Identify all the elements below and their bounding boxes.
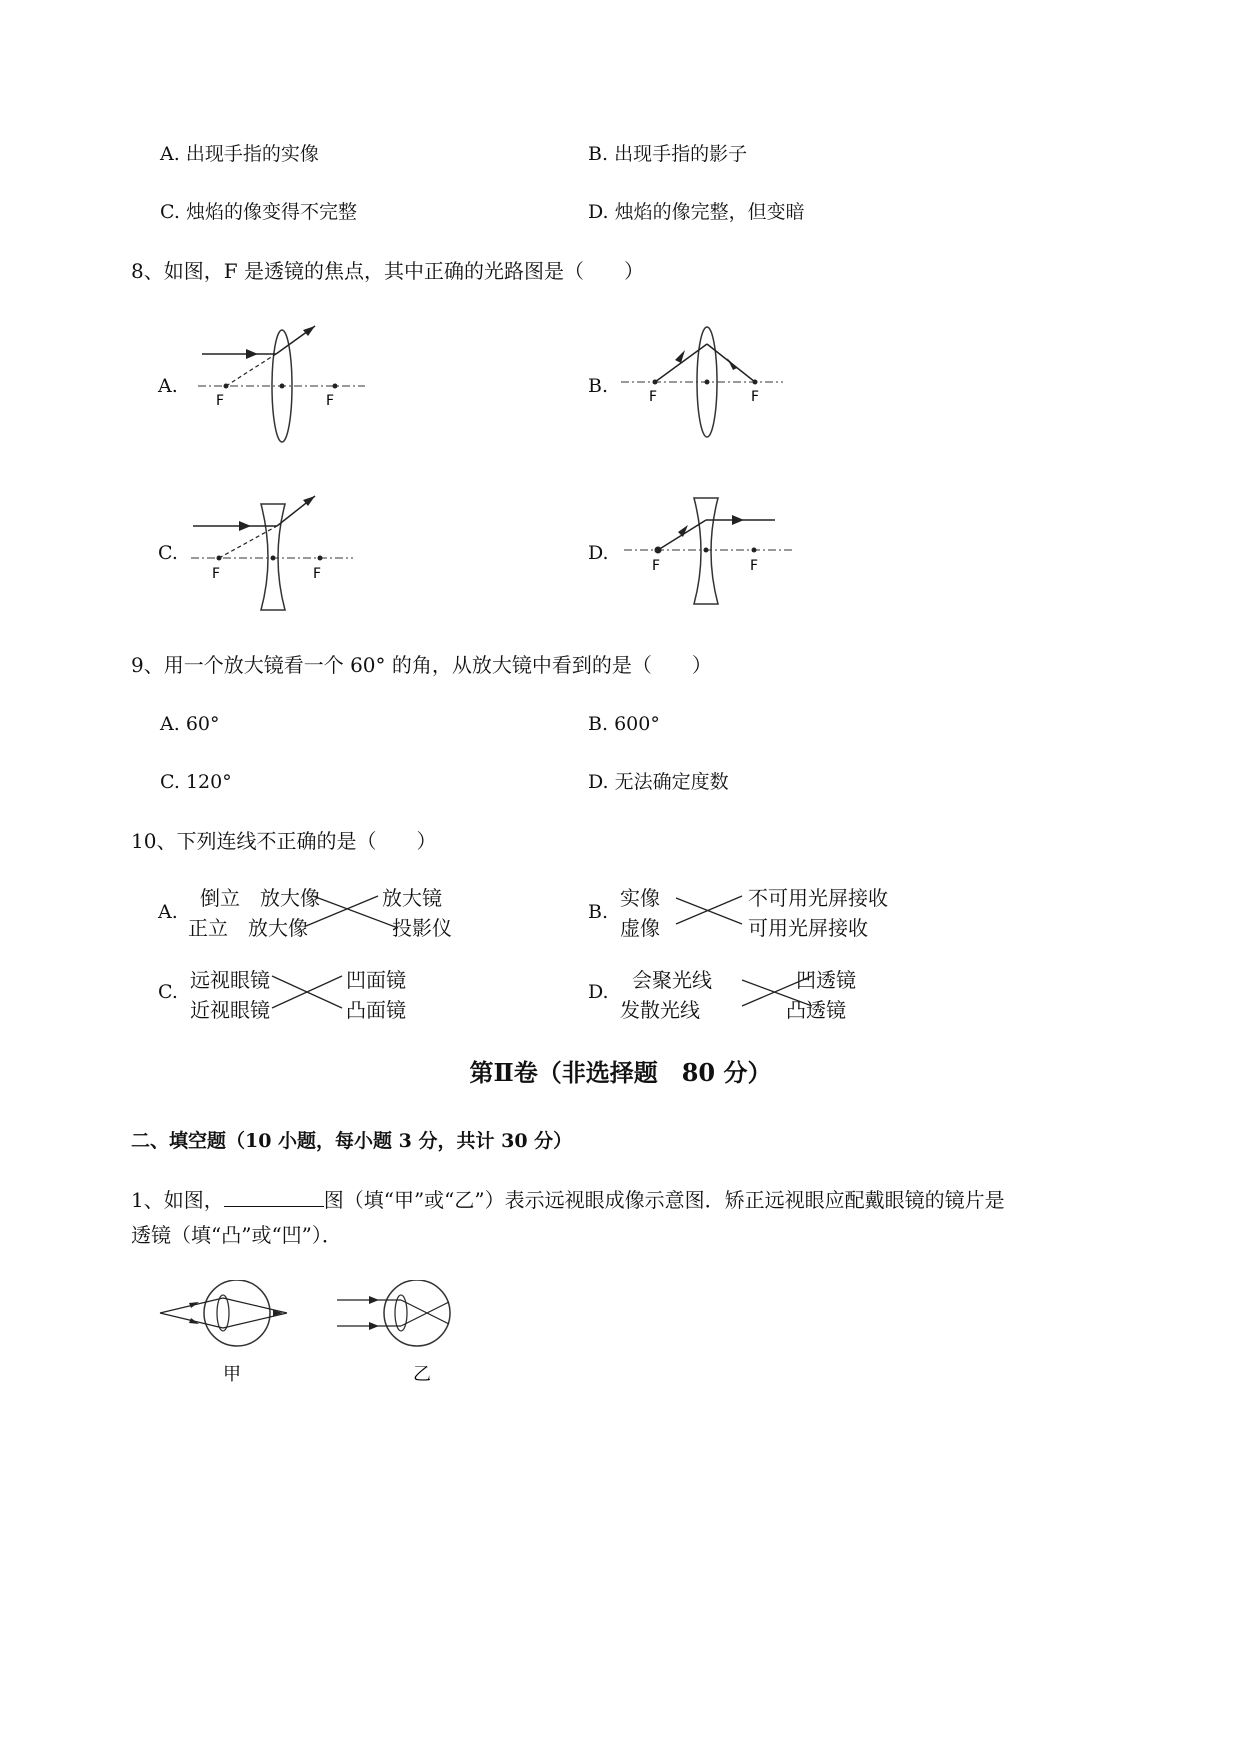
eye-diagrams [155, 1280, 455, 1390]
q9-option-c: C. 120° [160, 771, 232, 793]
fill1-suffix: 图（填“甲”或“乙”）表示远视眼成像示意图．矫正远视眼应配戴眼镜的镜片是 [323, 1188, 1005, 1212]
q10-label-d: D. [588, 981, 609, 1003]
q9-option-d: D. 无法确定度数 [588, 771, 729, 793]
left-item: 虚像 [620, 916, 660, 940]
section-heading: 二、填空题（10 小题，每小题 3 分，共计 30 分） [131, 1130, 573, 1152]
focus-label: F [652, 558, 661, 574]
q9-option-b: B. 600° [588, 713, 660, 735]
q8-label-a: A. [158, 375, 178, 397]
answer-blank[interactable] [224, 1186, 324, 1207]
right-item: 不可用光屏接收 [748, 886, 888, 910]
right-item: 凸面镜 [346, 998, 406, 1022]
q8-label-b: B. [588, 375, 609, 397]
q10-label-a: A. [158, 901, 178, 923]
right-item: 凹面镜 [346, 968, 406, 992]
right-item: 凹透镜 [796, 968, 856, 992]
focus-label: F [313, 566, 322, 582]
focus-label: F [326, 393, 335, 409]
q9-stem: 9、用一个放大镜看一个 60° 的角，从放大镜中看到的是（ ） [131, 653, 712, 677]
q10-label-b: B. [588, 901, 609, 923]
left-item: 远视眼镜 [190, 968, 270, 992]
q7-option-c: C. 烛焰的像变得不完整 [160, 201, 357, 223]
q7-option-b: B. 出现手指的影子 [588, 143, 748, 165]
q9-option-a: A. 60° [160, 713, 220, 735]
left-item: 发散光线 [620, 998, 700, 1022]
q8-label-d: D. [588, 542, 609, 564]
focus-label: F [212, 566, 221, 582]
q10-matching-b [620, 880, 900, 942]
fill1-prefix: 1、如图， [131, 1188, 224, 1212]
q10-matching-a [188, 880, 468, 942]
fig-label-jia: 甲 [223, 1364, 241, 1385]
focus-label: F [750, 558, 759, 574]
q10-matching-c [190, 962, 430, 1024]
right-item: 投影仪 [392, 916, 452, 940]
q10-matching-d [620, 962, 880, 1024]
right-item: 可用光屏接收 [748, 916, 868, 940]
left-item: 近视眼镜 [190, 998, 270, 1022]
right-item: 放大镜 [382, 886, 442, 910]
q8-figure-a [190, 318, 375, 448]
q8-label-c: C. [158, 542, 178, 564]
part2-title: 第Ⅱ卷（非选择题 80 分） [469, 1058, 772, 1087]
left-item: 正立 放大像 [188, 916, 308, 940]
eye-diagram-jia [160, 1280, 287, 1346]
fill1-line1 [131, 1186, 1005, 1213]
focus-label: F [649, 389, 658, 405]
left-item: 会聚光线 [632, 968, 712, 992]
q8-stem: 8、如图，F 是透镜的焦点，其中正确的光路图是（ ） [131, 259, 644, 283]
q10-label-c: C. [158, 981, 178, 1003]
q7-option-d: D. 烛焰的像完整，但变暗 [588, 201, 805, 223]
left-item: 倒立 放大像 [200, 886, 320, 910]
q8-figure-c [185, 488, 365, 616]
fig-label-yi: 乙 [413, 1364, 431, 1385]
fill1-line2: 透镜（填“凸”或“凹”）． [131, 1223, 342, 1247]
right-item: 凸透镜 [786, 998, 846, 1022]
q8-figure-d [620, 490, 800, 615]
focus-label: F [751, 389, 760, 405]
eye-diagram-yi [337, 1280, 450, 1346]
q8-figure-b [615, 322, 790, 442]
left-item: 实像 [620, 886, 660, 910]
q7-option-a: A. 出现手指的实像 [160, 143, 319, 165]
focus-label: F [216, 393, 225, 409]
q10-stem: 10、下列连线不正确的是（ ） [131, 829, 437, 853]
